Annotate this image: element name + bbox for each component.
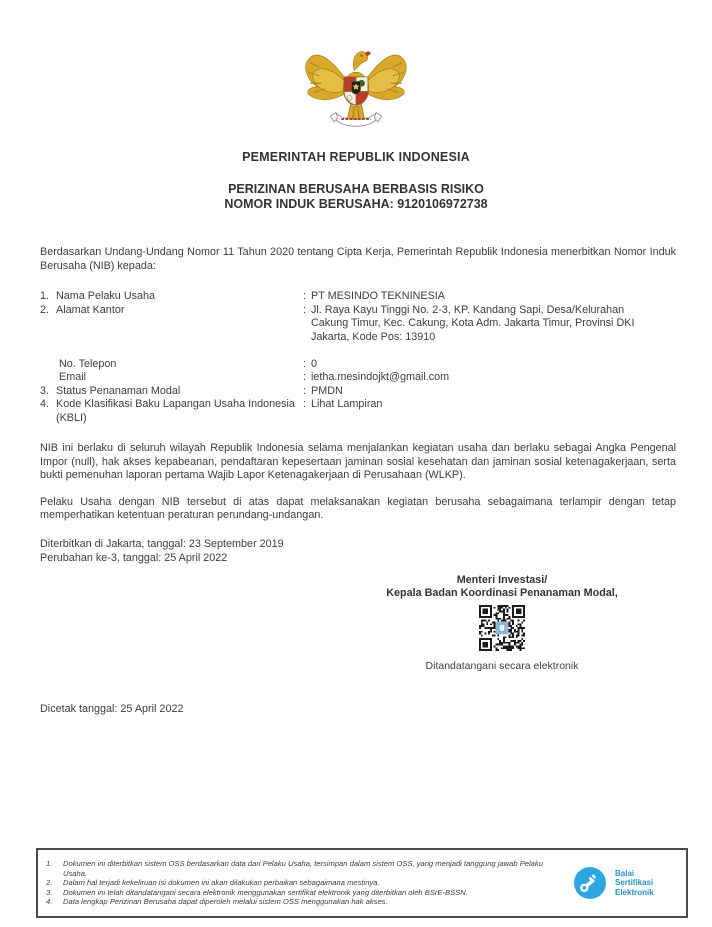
field-value: PMDN bbox=[311, 384, 343, 397]
note-number: 1. bbox=[46, 859, 53, 869]
footer-note-1 bbox=[46, 859, 572, 878]
field-value: PT MESINDO TEKNINESIA bbox=[311, 290, 445, 302]
spacer bbox=[40, 344, 676, 358]
bsre-circle-icon bbox=[572, 865, 608, 901]
intro-paragraph: Berdasarkan Undang-Undang Nomor 11 Tahun 2020 tentang Cipta Kerja, Pemerintah Republik Indonesia menerbitkan Nomor Induk Berusaha (NIB) kepada: bbox=[40, 246, 676, 272]
field-value: ietha.mesindojkt@gmail.com bbox=[311, 371, 450, 383]
field-label: Kode Klasifikasi Baku Lapangan Usaha Indonesia (KBLI) bbox=[56, 398, 295, 424]
field-row-status-modal bbox=[40, 385, 676, 399]
field-colon: : bbox=[303, 303, 306, 316]
field-label: Email bbox=[59, 371, 86, 383]
field-colon: : bbox=[303, 290, 306, 302]
note-text: Dalam hal terjadi kekeliruan isi dokumen ini akan dilakukan perbaikan sebagaimana mestinya. bbox=[63, 878, 380, 888]
footer-notes-box bbox=[36, 848, 688, 918]
field-number: 1. bbox=[40, 290, 50, 302]
government-title: PEMERINTAH REPUBLIK INDONESIA bbox=[242, 150, 470, 164]
document-title-line1: PERIZINAN BERUSAHA BERBASIS RISIKO bbox=[228, 182, 484, 196]
field-row-email bbox=[40, 371, 676, 385]
signatory-title-line1: Menteri Investasi/ bbox=[456, 573, 548, 586]
garuda-pancasila-icon bbox=[301, 33, 411, 139]
bsre-logo bbox=[572, 865, 676, 901]
signature-block bbox=[342, 574, 662, 674]
footer-note-4 bbox=[46, 897, 572, 907]
field-row-telepon bbox=[40, 358, 676, 372]
field-label: Status Penanaman Modal bbox=[56, 384, 181, 397]
field-colon: : bbox=[303, 371, 306, 383]
field-label: Alamat Kantor bbox=[56, 303, 125, 316]
bsre-text-line3: Elektronik bbox=[615, 887, 654, 897]
field-number: 4. bbox=[40, 398, 50, 410]
note-text: Dokumen ini telah ditandatangani secara elektronik menggunakan sertifikat elektronik yang diterbitkan oleh BSrE-BSSN. bbox=[63, 887, 468, 897]
document-body bbox=[40, 246, 676, 716]
field-number: 3. bbox=[40, 384, 50, 397]
note-number: 3. bbox=[46, 887, 53, 897]
note-text: Data lengkap Perizinan Berusaha dapat diperoleh melalui sistem OSS menggunakan hak akses. bbox=[63, 897, 388, 907]
footer-note-3 bbox=[46, 888, 572, 898]
printed-date-line: Dicetak tanggal: 25 April 2022 bbox=[40, 702, 184, 715]
field-colon: : bbox=[303, 357, 306, 370]
electronic-signature-note: Ditandatangani secara elektronik bbox=[425, 660, 579, 672]
field-label: No. Telepon bbox=[59, 357, 117, 370]
bsre-logo-text bbox=[615, 869, 654, 898]
note-text: Dokumen ini diterbitkan sistem OSS berdasarkan data dari Pelaku Usaha, tersimpan dalam sistem OSS, yang menjadi tanggung jawab Pelaku Usaha. bbox=[63, 859, 543, 878]
field-colon: : bbox=[303, 384, 306, 397]
footer-note-2 bbox=[46, 878, 572, 888]
business-fields bbox=[40, 290, 676, 425]
qr-code bbox=[479, 605, 525, 651]
business-activity-paragraph: Pelaku Usaha dengan NIB tersebut di atas dapat melaksanakan kegiatan berusaha sebagaimana terlampir dengan tetap memperhatikan ketentuan peraturan perundang-undangan. bbox=[40, 495, 676, 521]
field-value: Lihat Lampiran bbox=[311, 398, 383, 410]
field-row-alamat-kantor bbox=[40, 304, 676, 345]
bsre-text-line2: Sertifikasi bbox=[615, 878, 654, 888]
field-row-kbli bbox=[40, 398, 676, 425]
field-number: 2. bbox=[40, 303, 50, 316]
field-row-nama-pelaku-usaha bbox=[40, 290, 676, 304]
document-title bbox=[0, 182, 712, 212]
issuance-info bbox=[40, 537, 676, 565]
bsre-text-line1: Balai bbox=[615, 868, 635, 878]
field-value: Jl. Raya Kayu Tinggi No. 2-3, KP. Kandang Sapi, Desa/Kelurahan Cakung Timur, Kec. Cakung, Kota Adm. Jakarta Timur, Provinsi DKI Jakarta, Kode Pos: 13910 bbox=[311, 303, 635, 343]
footer-notes-list bbox=[46, 859, 572, 907]
issued-date-line: Diterbitkan di Jakarta, tanggal: 23 September 2019 bbox=[40, 537, 284, 550]
note-number: 4. bbox=[46, 897, 53, 907]
field-value: 0 bbox=[311, 357, 318, 370]
revision-date-line: Perubahan ke-3, tanggal: 25 April 2022 bbox=[40, 551, 228, 564]
document-title-nib-number: NOMOR INDUK BERUSAHA: 9120106972738 bbox=[224, 197, 488, 211]
field-colon: : bbox=[303, 398, 306, 410]
field-label: Nama Pelaku Usaha bbox=[56, 290, 156, 302]
note-number: 2. bbox=[46, 878, 53, 888]
signatory-title-line2: Kepala Badan Koordinasi Penanaman Modal, bbox=[386, 586, 618, 599]
nib-validity-paragraph: NIB ini berlaku di seluruh wilayah Republik Indonesia selama menjalankan kegiatan usaha dan berlaku sebagai Angka Pengenal Impor (null), hak akses kepabeanan, pendaftaran kepesertaan jaminan sosial kesehatan dan jaminan sosial ketenagakerjaan, serta bukti pemenuhan laporan pertama Wajib Lapor Ketenagakerjaan di Perusahaan (WLKP). bbox=[40, 442, 676, 481]
